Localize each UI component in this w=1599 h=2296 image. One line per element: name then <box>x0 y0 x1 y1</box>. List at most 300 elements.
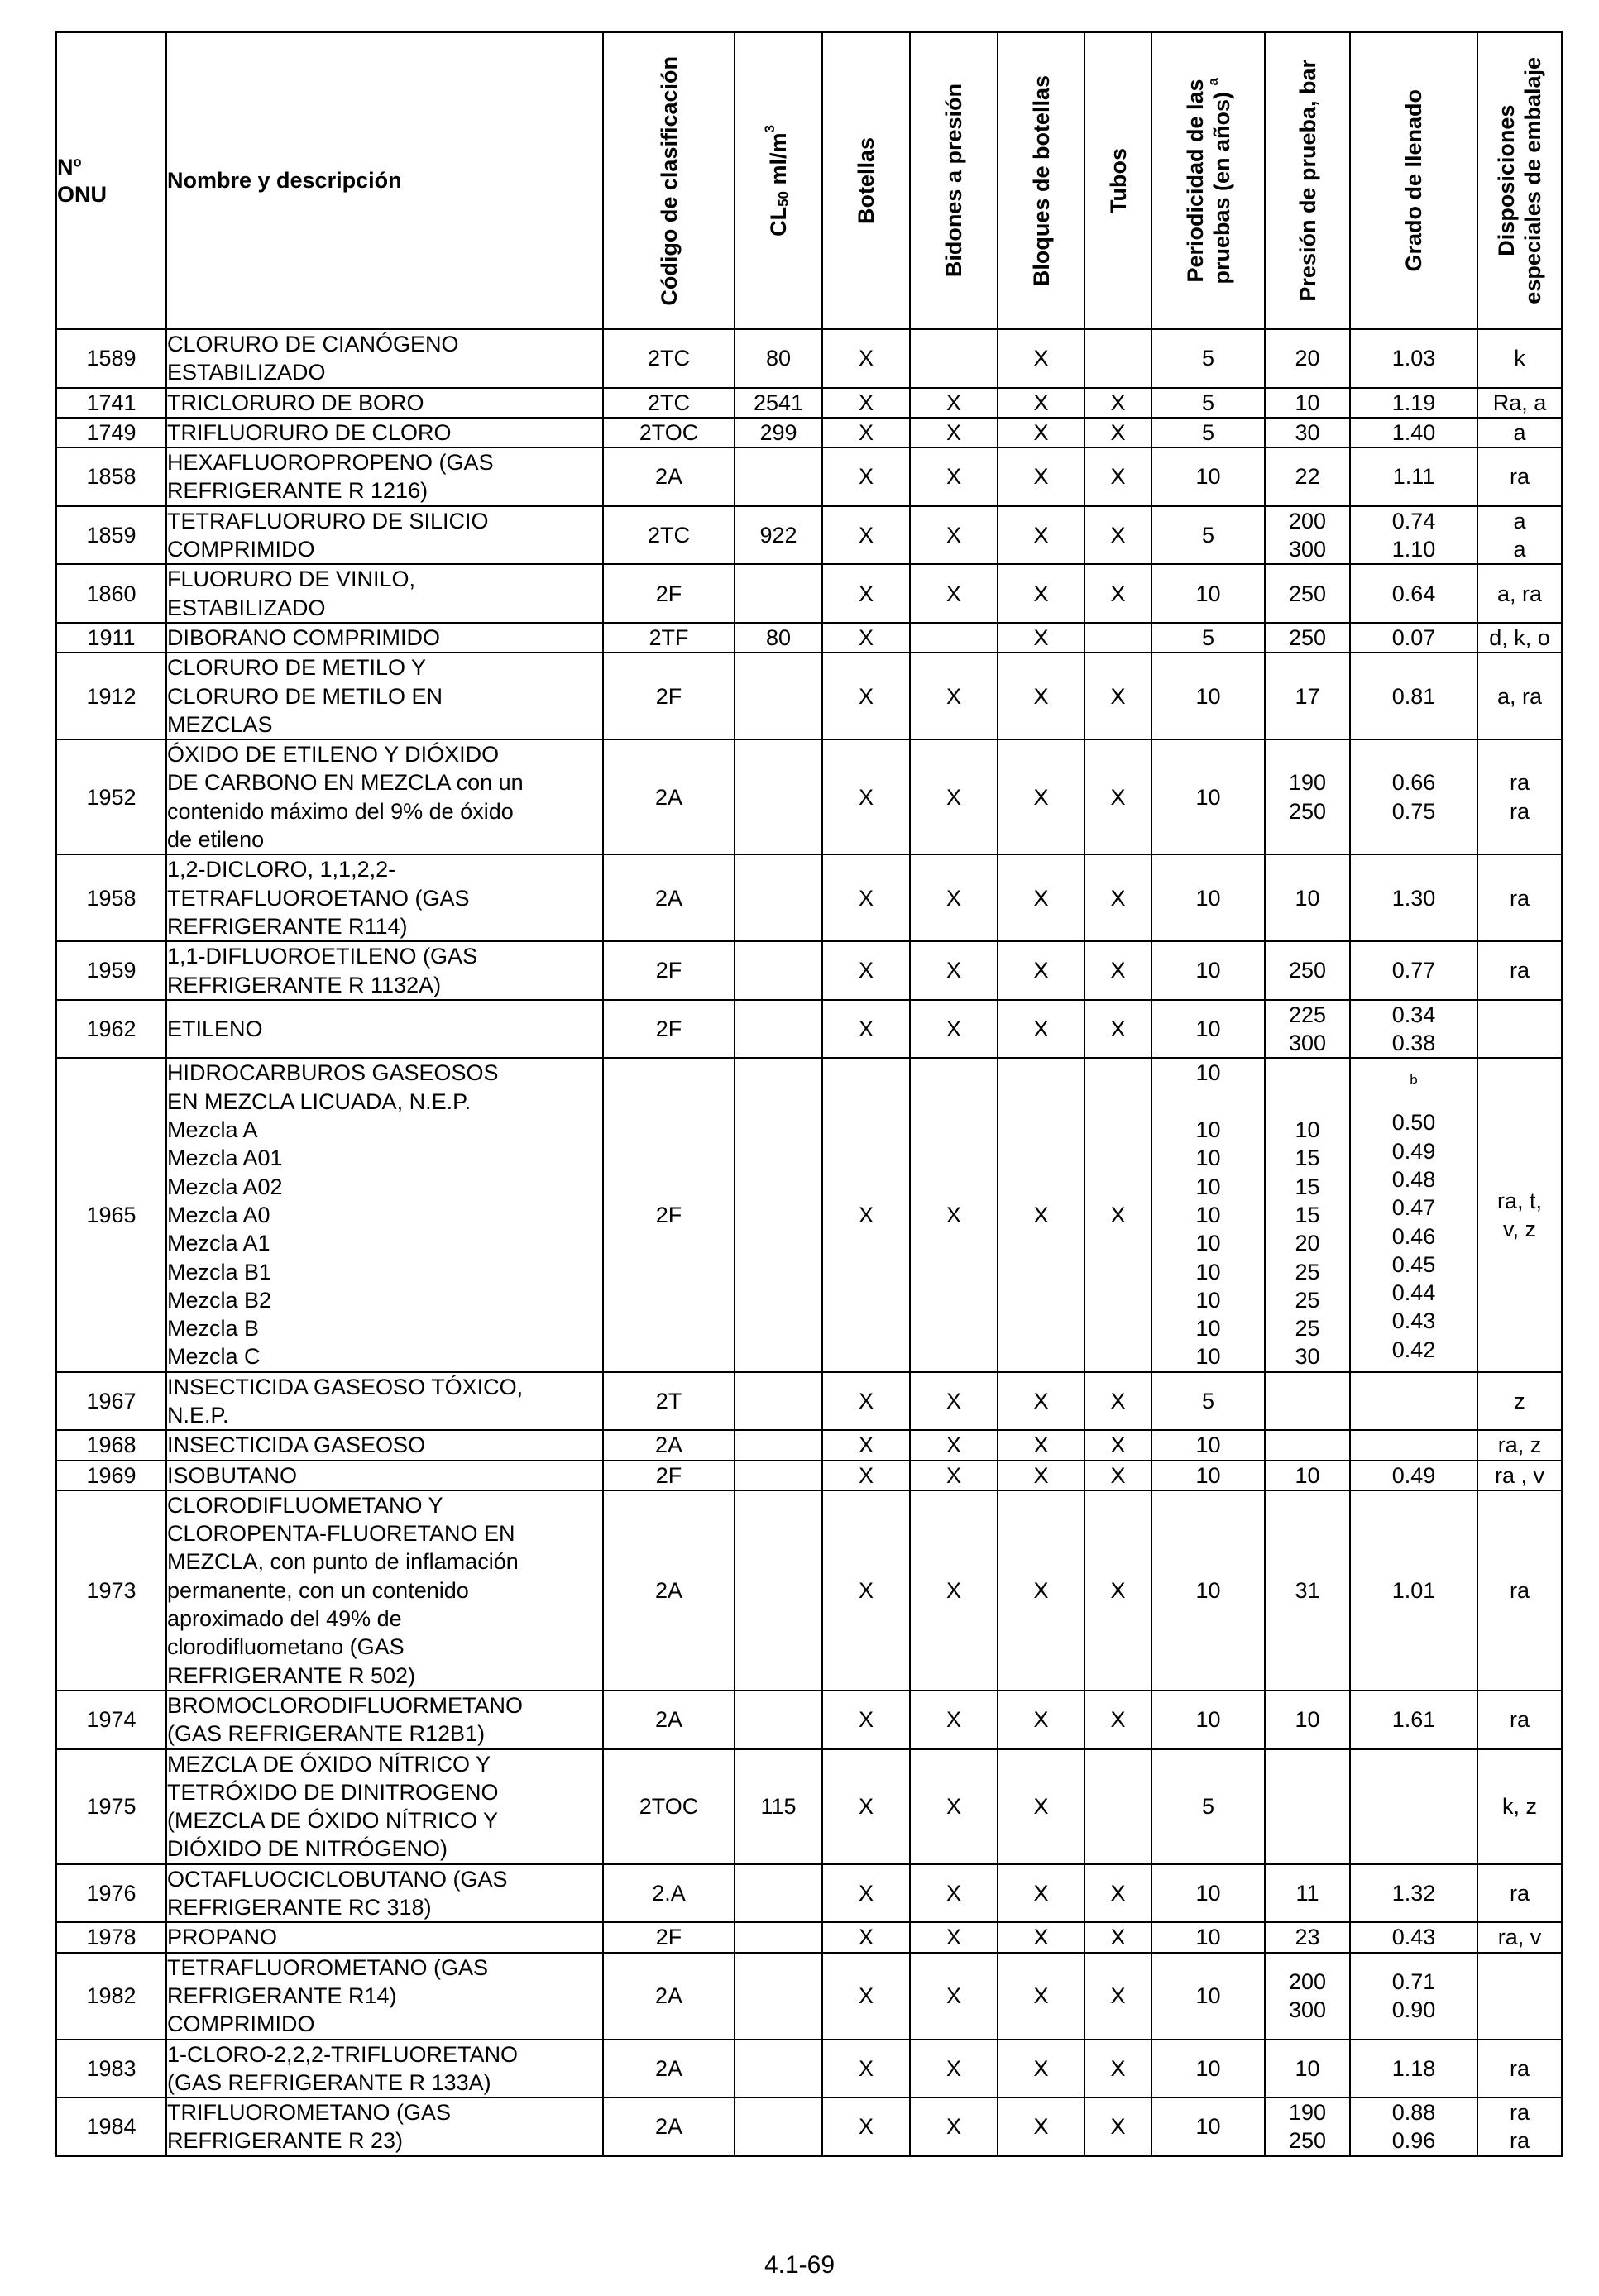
cell-line: 10 <box>1195 1146 1221 1171</box>
presion-cell <box>1265 1461 1350 1490</box>
disposiciones-cell <box>1477 1058 1562 1371</box>
cell-line: 11 <box>1295 1880 1319 1906</box>
grado-cell <box>1350 564 1477 623</box>
bidones-cell: X <box>910 1864 998 1923</box>
cl50-cell: 80 <box>735 623 822 653</box>
periodicidad-cell: 10 <box>1151 854 1265 941</box>
cell-line: (GAS REFRIGERANTE R12B1) <box>167 1721 486 1747</box>
cell-line: 10 <box>1195 1287 1221 1313</box>
grado-cell <box>1350 739 1477 854</box>
table-row <box>56 329 1562 388</box>
name-cell <box>166 1000 603 1059</box>
cl50-cell <box>735 1864 822 1923</box>
cell-line: DIBORANO COMPRIMIDO <box>167 624 441 650</box>
name-cell <box>166 2040 603 2098</box>
botellas-cell: X <box>822 653 910 739</box>
code-cell: 2TOC <box>603 418 735 447</box>
cell-line: 0.49 <box>1391 1462 1436 1488</box>
cell-line: 0.07 <box>1391 624 1436 650</box>
name-cell <box>166 2097 603 2156</box>
grado-cell <box>1350 2097 1477 2156</box>
table-row <box>56 739 1562 854</box>
botellas-cell: X <box>822 1953 910 2040</box>
periodicidad-cell: 5 <box>1151 1372 1265 1431</box>
periodicidad-cell: 10 <box>1151 1953 1265 2040</box>
botellas-cell: X <box>822 854 910 941</box>
table-row <box>56 1490 1562 1691</box>
disposiciones-cell <box>1477 1461 1562 1490</box>
code-cell: 2A <box>603 1691 735 1749</box>
bloques-cell: X <box>998 2040 1084 2098</box>
cell-line: Mezcla A02 <box>167 1174 283 1199</box>
botellas-cell: X <box>822 623 910 653</box>
name-cell <box>166 1864 603 1923</box>
cell-line: INSECTICIDA GASEOSO <box>167 1433 426 1458</box>
cell-line: 15 <box>1295 1202 1320 1227</box>
bidones-cell: X <box>910 1749 998 1864</box>
cell-line: v, z <box>1503 1217 1536 1242</box>
bidones-cell: X <box>910 1922 998 1952</box>
cell-line: 1,2-DICLORO, 1,1,2,2- <box>167 857 396 883</box>
bidones-cell <box>910 329 998 388</box>
cell-line: 300 <box>1288 1031 1327 1056</box>
cell-line <box>1152 1088 1264 1116</box>
cell-line <box>1351 1792 1477 1820</box>
code-cell: 2F <box>603 1058 735 1371</box>
onu-cell: 1912 <box>56 653 166 739</box>
cell-line: z <box>1514 1388 1525 1413</box>
table-row <box>56 941 1562 1000</box>
tubos-cell: X <box>1084 653 1151 739</box>
name-cell <box>166 1058 603 1371</box>
cell-line: 25 <box>1295 1287 1320 1313</box>
presion-cell <box>1265 1058 1350 1371</box>
onu-cell: 1749 <box>56 418 166 447</box>
periodicidad-cell: 10 <box>1151 1922 1265 1952</box>
tubos-cell: X <box>1084 1953 1151 2040</box>
tubos-cell: X <box>1084 1490 1151 1691</box>
botellas-cell: X <box>822 564 910 623</box>
cell-line: 0.96 <box>1391 2128 1436 2154</box>
botellas-cell: X <box>822 506 910 565</box>
presion-cell <box>1265 1864 1350 1923</box>
cell-line: 250 <box>1288 624 1327 650</box>
grado-cell <box>1350 1864 1477 1923</box>
cell-line: ra <box>1509 464 1530 490</box>
name-cell <box>166 1490 603 1691</box>
grado-cell <box>1350 447 1477 506</box>
table-row <box>56 2040 1562 2098</box>
cell-line: TETRAFLUOROETANO (GAS <box>167 885 470 911</box>
cell-line: CLORODIFLUOMETANO Y <box>167 1492 443 1518</box>
tubos-cell: X <box>1084 1372 1151 1431</box>
cell-line: k <box>1514 346 1525 371</box>
botellas-cell: X <box>822 1490 910 1691</box>
cell-line: 200 <box>1288 508 1327 533</box>
cell-line: HIDROCARBUROS GASEOSOS <box>167 1060 499 1086</box>
cell-line: ra <box>1509 2128 1530 2154</box>
botellas-cell: X <box>822 739 910 854</box>
disposiciones-cell <box>1477 2097 1562 2156</box>
cell-line: FLUORURO DE VINILO, <box>167 567 416 592</box>
cl50-cell: 299 <box>735 418 822 447</box>
table-row <box>56 1922 1562 1952</box>
cell-line: Mezcla B1 <box>167 1259 272 1284</box>
botellas-cell: X <box>822 1058 910 1371</box>
bidones-cell: X <box>910 418 998 447</box>
bloques-cell: X <box>998 1749 1084 1864</box>
name-cell <box>166 388 603 418</box>
bloques-cell: X <box>998 1461 1084 1490</box>
cell-line: DE CARBONO EN MEZCLA con un <box>167 770 524 796</box>
onu-cell: 1969 <box>56 1461 166 1490</box>
botellas-cell: X <box>822 1000 910 1059</box>
onu-cell: 1962 <box>56 1000 166 1059</box>
grado-cell <box>1350 1953 1477 2040</box>
cell-line: (MEZCLA DE ÓXIDO NÍTRICO Y <box>167 1808 499 1834</box>
cell-line: 22 <box>1295 464 1320 490</box>
code-cell: 2A <box>603 447 735 506</box>
table-row <box>56 564 1562 623</box>
cl50-cell <box>735 1058 822 1371</box>
grado-cell <box>1350 653 1477 739</box>
cell-line: 0.75 <box>1391 798 1436 824</box>
bloques-cell: X <box>998 2097 1084 2156</box>
presion-cell <box>1265 388 1350 418</box>
cell-line: 10 <box>1195 1231 1221 1256</box>
cell-line: TETRAFLUORURO DE SILICIO <box>167 508 489 533</box>
cell-line: HEXAFLUOROPROPENO (GAS <box>167 450 494 476</box>
cell-line: Mezcla B2 <box>167 1287 272 1313</box>
periodicidad-cell: 10 <box>1151 1461 1265 1490</box>
cell-line: k, z <box>1501 1793 1537 1819</box>
cell-line: 1-CLORO-2,2,2-TRIFLUORETANO <box>167 2041 519 2067</box>
bidones-cell: X <box>910 388 998 418</box>
name-cell <box>166 418 603 447</box>
grado-cell <box>1350 1058 1477 1371</box>
tubos-cell: X <box>1084 1691 1151 1749</box>
name-cell <box>166 1922 603 1952</box>
presion-cell <box>1265 1000 1350 1059</box>
cell-line: PROPANO <box>167 1925 278 1950</box>
cell-line: 0.43 <box>1391 1308 1436 1334</box>
cl50-cell <box>735 447 822 506</box>
cell-line: 1.03 <box>1391 346 1436 371</box>
cell-line: a, ra <box>1496 581 1543 606</box>
grado-cell <box>1350 1691 1477 1749</box>
tubos-cell <box>1084 623 1151 653</box>
cell-line: 0.46 <box>1391 1223 1436 1249</box>
cl50-cell <box>735 739 822 854</box>
cell-line: ra, v <box>1497 1925 1542 1950</box>
presion-cell <box>1265 1953 1350 2040</box>
name-cell <box>166 941 603 1000</box>
botellas-cell: X <box>822 1864 910 1923</box>
code-cell: 2F <box>603 1000 735 1059</box>
cell-line: CLORURO DE CIANÓGENO <box>167 332 459 356</box>
table-row <box>56 2097 1562 2156</box>
table-row <box>56 1749 1562 1864</box>
code-cell: 2TF <box>603 623 735 653</box>
table-row <box>56 1953 1562 2040</box>
cl50-cell <box>735 854 822 941</box>
cell-line: 0.43 <box>1391 1925 1436 1950</box>
cell-line: EN MEZCLA LICUADA, N.E.P. <box>167 1088 472 1114</box>
bloques-cell: X <box>998 623 1084 653</box>
grado-cell <box>1350 388 1477 418</box>
cl50-cell <box>735 1430 822 1460</box>
tubos-cell: X <box>1084 564 1151 623</box>
disposiciones-cell <box>1477 739 1562 854</box>
disposiciones-cell <box>1477 854 1562 941</box>
cell-line: 190 <box>1288 770 1327 796</box>
tubos-cell: X <box>1084 2097 1151 2156</box>
footnote-b: b <box>1410 1072 1418 1088</box>
bloques-cell: X <box>998 418 1084 447</box>
presion-cell <box>1265 1430 1350 1460</box>
presion-cell <box>1265 1749 1350 1864</box>
cell-line: 10 <box>1295 2055 1320 2081</box>
tubos-cell <box>1084 329 1151 388</box>
cell-line: INSECTICIDA GASEOSO TÓXICO, <box>167 1374 524 1399</box>
table-row <box>56 418 1562 447</box>
bidones-cell: X <box>910 1691 998 1749</box>
presion-cell <box>1265 1372 1350 1431</box>
table-row <box>56 1372 1562 1431</box>
cell-line: permanente, con un contenido <box>167 1577 469 1603</box>
cell-line: ra <box>1509 885 1530 911</box>
cell-line: 1.40 <box>1391 419 1436 445</box>
cell-line: 0.44 <box>1391 1280 1436 1306</box>
presion-cell <box>1265 2097 1350 2156</box>
bidones-cell: X <box>910 653 998 739</box>
cell-line: MEZCLA DE ÓXIDO NÍTRICO Y <box>167 1751 491 1777</box>
bidones-cell: X <box>910 564 998 623</box>
cell-line: CLOROPENTA-FLUORETANO EN <box>167 1521 515 1547</box>
onu-cell: 1911 <box>56 623 166 653</box>
header-bloques: Bloques de botellas <box>998 32 1084 329</box>
cell-line: N.E.P. <box>167 1402 229 1428</box>
header-name: Nombre y descripción <box>166 32 603 329</box>
grado-cell <box>1350 1461 1477 1490</box>
page-number: 4.1-69 <box>764 2251 835 2279</box>
cell-line: 30 <box>1295 419 1320 445</box>
cell-line: 10 <box>1295 1462 1320 1488</box>
header-tubos: Tubos <box>1084 32 1151 329</box>
cell-line: 250 <box>1288 958 1327 983</box>
disposiciones-cell <box>1477 1749 1562 1864</box>
onu-cell: 1973 <box>56 1490 166 1691</box>
onu-cell: 1983 <box>56 2040 166 2098</box>
code-cell: 2A <box>603 1490 735 1691</box>
bloques-cell: X <box>998 1691 1084 1749</box>
bidones-cell: X <box>910 2097 998 2156</box>
cell-line: 225 <box>1288 1002 1327 1027</box>
header-onu: Nº ONU <box>56 32 166 329</box>
cell-line: 0.71 <box>1391 1968 1436 1994</box>
grado-cell <box>1350 2040 1477 2098</box>
cell-line: TETRAFLUOROMETANO (GAS <box>167 1954 489 1980</box>
cell-line: 1.18 <box>1391 2055 1436 2081</box>
botellas-cell: X <box>822 418 910 447</box>
cell-line: ÓXIDO DE ETILENO Y DIÓXIDO <box>167 742 500 768</box>
bidones-cell <box>910 623 998 653</box>
periodicidad-cell: 5 <box>1151 623 1265 653</box>
bidones-cell: X <box>910 1000 998 1059</box>
cl50-cell <box>735 2040 822 2098</box>
cl50-cell: 922 <box>735 506 822 565</box>
code-cell: 2A <box>603 1430 735 1460</box>
cell-line: ra <box>1509 1707 1530 1733</box>
cell-line: 10 <box>1195 1344 1221 1370</box>
table-row-1965 <box>56 1058 1562 1371</box>
tubos-cell: X <box>1084 1461 1151 1490</box>
cell-line: ra <box>1509 2055 1530 2081</box>
cell-line: contenido máximo del 9% de óxido <box>167 798 514 824</box>
tubos-cell: X <box>1084 739 1151 854</box>
disposiciones-cell <box>1477 623 1562 653</box>
cell-line: Mezcla A0 <box>167 1202 270 1227</box>
onu-cell: 1982 <box>56 1953 166 2040</box>
cell-line: a <box>1513 419 1526 445</box>
bloques-cell: X <box>998 941 1084 1000</box>
bidones-cell: X <box>910 1058 998 1371</box>
code-cell: 2A <box>603 2097 735 2156</box>
cell-line <box>1266 1059 1349 1087</box>
disposiciones-cell <box>1477 1691 1562 1749</box>
name-cell <box>166 506 603 565</box>
periodicidad-cell: 10 <box>1151 447 1265 506</box>
bloques-cell: X <box>998 854 1084 941</box>
cell-line <box>1478 1982 1561 2010</box>
disposiciones-cell <box>1477 418 1562 447</box>
cell-line: REFRIGERANTE R14) <box>167 1983 397 2008</box>
cl50-cell <box>735 941 822 1000</box>
cell-line: ra <box>1509 798 1530 824</box>
botellas-cell: X <box>822 941 910 1000</box>
cell-line: a, ra <box>1496 683 1543 709</box>
botellas-cell: X <box>822 1430 910 1460</box>
disposiciones-cell <box>1477 2040 1562 2098</box>
cl50-cell <box>735 1953 822 2040</box>
botellas-cell: X <box>822 1461 910 1490</box>
grado-cell <box>1350 854 1477 941</box>
onu-cell: 1859 <box>56 506 166 565</box>
disposiciones-cell <box>1477 506 1562 565</box>
cell-line: 1.30 <box>1391 885 1436 911</box>
periodicidad-cell: 10 <box>1151 739 1265 854</box>
cell-line: Ra, a <box>1492 390 1547 415</box>
bloques-cell: X <box>998 1864 1084 1923</box>
cell-line: Mezcla A01 <box>167 1146 283 1171</box>
tubos-cell: X <box>1084 1058 1151 1371</box>
cell-line: 10 <box>1195 1259 1221 1284</box>
cell-gap <box>1351 1094 1477 1108</box>
bloques-cell: X <box>998 739 1084 854</box>
presion-cell <box>1265 739 1350 854</box>
table-row <box>56 1864 1562 1923</box>
grado-cell <box>1350 1922 1477 1952</box>
header-botellas: Botellas <box>822 32 910 329</box>
cell-line: ESTABILIZADO <box>167 360 326 385</box>
table-row <box>56 653 1562 739</box>
onu-cell: 1965 <box>56 1058 166 1371</box>
grado-cell <box>1350 506 1477 565</box>
bloques-cell: X <box>998 1000 1084 1059</box>
header-grado: Grado de llenado <box>1350 32 1477 329</box>
grado-cell <box>1350 941 1477 1000</box>
cell-line: 1.11 <box>1392 464 1435 490</box>
name-cell <box>166 329 603 388</box>
tubos-cell: X <box>1084 1922 1151 1952</box>
cell-line: 0.81 <box>1391 683 1436 709</box>
presion-cell <box>1265 2040 1350 2098</box>
name-cell <box>166 854 603 941</box>
cell-line: 1.19 <box>1391 390 1436 415</box>
cl50-cell <box>735 1461 822 1490</box>
tubos-cell: X <box>1084 388 1151 418</box>
cell-line: ra, t, <box>1496 1188 1542 1213</box>
cell-line: (GAS REFRIGERANTE R 133A) <box>167 2069 491 2095</box>
code-cell: 2A <box>603 2040 735 2098</box>
header-periodicidad: Periodicidad de las pruebas (en años) $^a$ <box>1151 32 1265 329</box>
cell-line: 25 <box>1295 1316 1320 1342</box>
botellas-cell: X <box>822 329 910 388</box>
cell-line: 300 <box>1288 537 1327 562</box>
bloques-cell: X <box>998 1430 1084 1460</box>
cell-line: CLORURO DE METILO Y <box>167 655 427 681</box>
code-cell: 2A <box>603 1953 735 2040</box>
table-row <box>56 447 1562 506</box>
tubos-cell <box>1084 1749 1151 1864</box>
code-cell: 2.A <box>603 1864 735 1923</box>
bloques-cell: X <box>998 1953 1084 2040</box>
cell-line: 0.45 <box>1391 1251 1436 1277</box>
tubos-cell: X <box>1084 2040 1151 2098</box>
code-cell: 2T <box>603 1372 735 1431</box>
cell-line: 190 <box>1288 2100 1327 2126</box>
tubos-cell: X <box>1084 941 1151 1000</box>
onu-cell: 1860 <box>56 564 166 623</box>
grado-cell <box>1350 1000 1477 1059</box>
name-cell <box>166 1461 603 1490</box>
botellas-cell: X <box>822 2040 910 2098</box>
cell-line <box>1266 1431 1349 1459</box>
table-row <box>56 506 1562 565</box>
cell-line: 20 <box>1295 1231 1320 1256</box>
periodicidad-cell: 5 <box>1151 1749 1265 1864</box>
bidones-cell: X <box>910 447 998 506</box>
code-cell: 2TC <box>603 506 735 565</box>
code-cell: 2F <box>603 564 735 623</box>
botellas-cell: X <box>822 1372 910 1431</box>
cell-line: 10 <box>1195 1060 1221 1086</box>
cell-line: 200 <box>1288 1968 1327 1994</box>
cell-line: 10 <box>1195 1174 1221 1199</box>
cell-line: ra <box>1509 1577 1530 1603</box>
cell-line: 17 <box>1295 683 1320 709</box>
cell-line: d, k, o <box>1489 624 1550 650</box>
onu-cell: 1858 <box>56 447 166 506</box>
periodicidad-cell: 10 <box>1151 1691 1265 1749</box>
onu-cell: 1952 <box>56 739 166 854</box>
disposiciones-cell <box>1477 941 1562 1000</box>
onu-cell: 1984 <box>56 2097 166 2156</box>
bloques-cell: X <box>998 653 1084 739</box>
grado-cell <box>1350 1749 1477 1864</box>
cell-line: 23 <box>1295 1925 1320 1950</box>
header-bidones: Bidones a presión <box>910 32 998 329</box>
